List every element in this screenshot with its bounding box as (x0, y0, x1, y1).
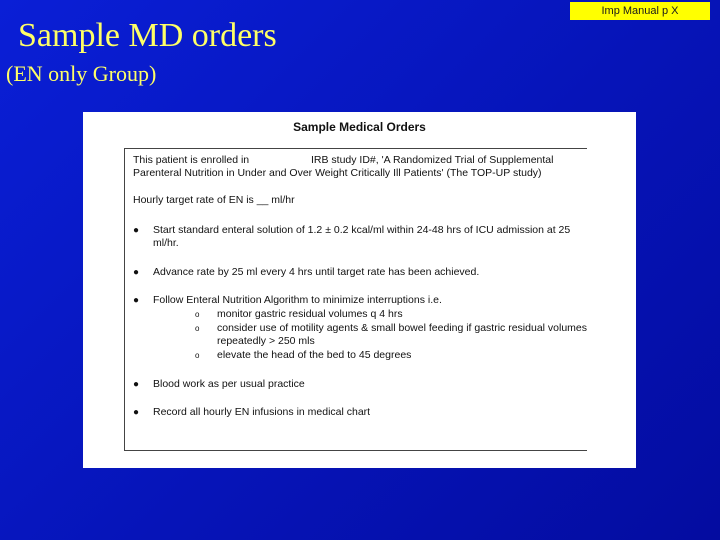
order-3: Follow Enteral Nutrition Algorithm to minimize interruptions i.e. (153, 294, 442, 306)
sub-bullet-icon: o (195, 324, 200, 333)
manual-reference-tag: Imp Manual p X (570, 2, 710, 20)
bullet-icon: ● (133, 295, 140, 306)
bullet-icon: ● (133, 267, 140, 278)
medical-orders-document (83, 112, 636, 468)
slide-subtitle: (EN only Group) (6, 61, 157, 86)
order-2: Advance rate by 25 ml every 4 hrs until target rate has been achieved. (153, 266, 480, 278)
bullet-icon: ● (133, 225, 140, 236)
target-rate: Hourly target rate of EN is __ ml/hr (133, 194, 295, 206)
sub-bullet-icon: o (195, 351, 200, 360)
order-3-sub-1: monitor gastric residual volumes q 4 hrs (217, 308, 403, 320)
order-3-sub-3: elevate the head of the bed to 45 degrees (217, 349, 412, 361)
intro-line1-left: This patient is enrolled in (133, 154, 250, 166)
order-5: Record all hourly EN infusions in medical chart (153, 406, 371, 418)
order-3-sub-2-line2: repeatedly > 250 mls (217, 335, 315, 347)
bullet-icon: ● (133, 379, 140, 390)
intro-line2: Parenteral Nutrition in Under and Over Weight Critically Ill Patients' (The TOP-UP study) (133, 167, 542, 179)
bullet-icon: ● (133, 407, 140, 418)
order-1-line2: ml/hr. (153, 237, 179, 249)
sub-bullet-icon: o (195, 310, 200, 319)
order-1-line1: Start standard enteral solution of 1.2 ± 0.2 kcal/ml within 24-48 hrs of ICU admission at 25 (153, 224, 571, 236)
intro-line1-right: IRB study ID#, 'A Randomized Trial of Supplemental (311, 154, 554, 166)
order-3-sub-2-line1: consider use of motility agents & small bowel feeding if gastric residual volumes (217, 322, 588, 334)
document-heading: Sample Medical Orders (293, 120, 426, 134)
order-4: Blood work as per usual practice (153, 378, 305, 390)
slide-title: Sample MD orders (18, 17, 277, 54)
